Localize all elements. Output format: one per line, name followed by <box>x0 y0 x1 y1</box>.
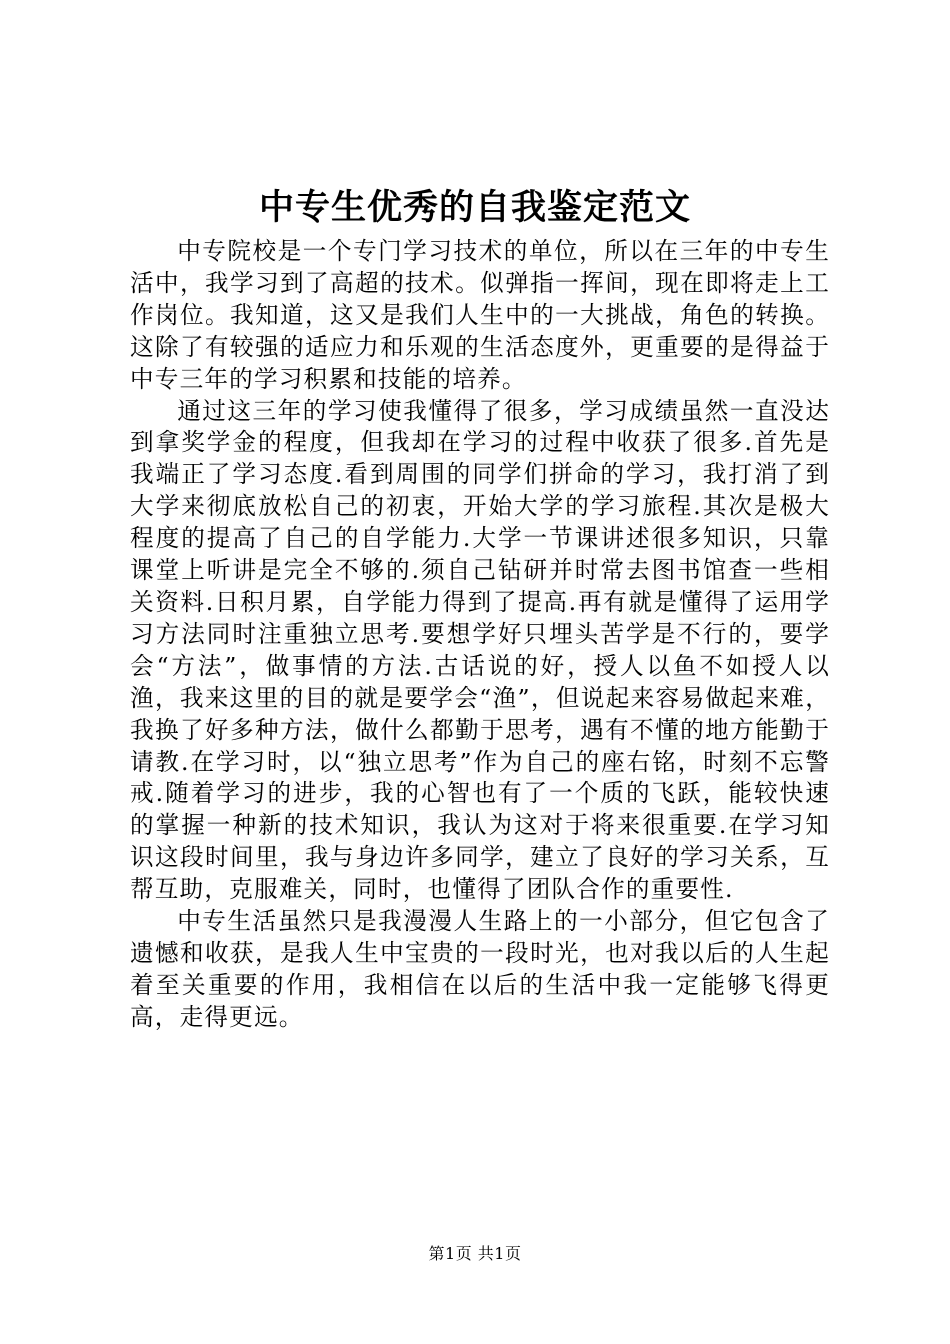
paragraph-study: 通过这三年的学习使我懂得了很多，学习成绩虽然一直没达到拿奖学金的程度，但我却在学习的过程中收获了很多.首先是我端正了学习态度.看到周围的同学们拼命的学习，我打消了到大学来彻底放松自己的初衷，开始大学的学习旅程.其次是极大程度的提高了自己的自学能力.大学一节课讲述很多知识，只靠课堂上听讲是完全不够的.须自己钻研并时常去图书馆查一些相关资料.日积月累，自学能力得到了提高.再有就是懂得了运用学习方法同时注重独立思考.要想学好只埋头苦学是不行的，要学会“方法”，做事情的方法.古话说的好，授人以鱼不如授人以渔，我来这里的目的就是要学会“渔”，但说起来容易做起来难，我换了好多种方法，做什么都勤于思考，遇有不懂的地方能勤于请教.在学习时，以“独立思考”作为自己的座右铭，时刻不忘警戒.随着学习的进步，我的心智也有了一个质的飞跃，能较快速的掌握一种新的技术知识，我认为这对于将来很重要.在学习知识这段时间里，我与身边许多同学，建立了良好的学习关系，互帮互助，克服难关，同时，也懂得了团队合作的重要性. <box>130 396 830 904</box>
document-title: 中专生优秀的自我鉴定范文 <box>258 187 691 228</box>
page-number-footer: 第1页 共1页 <box>428 1244 522 1263</box>
paragraph-conclusion: 中专生活虽然只是我漫漫人生路上的一小部分，但它包含了遗憾和收获，是我人生中宝贵的一段时光，也对我以后的人生起着至关重要的作用，我相信在以后的生活中我一定能够飞得更高，走得更远。 <box>130 907 830 1031</box>
paragraph-intro: 中专院校是一个专门学习技术的单位，所以在三年的中专生活中，我学习到了高超的技术。似弹指一挥间，现在即将走上工作岗位。我知道，这又是我们人生中的一大挑战，角色的转换。这除了有较强的适应力和乐观的生活态度外，更重要的是得益于中专三年的学习积累和技能的培养。 <box>130 237 830 393</box>
document-body <box>130 236 830 1034</box>
